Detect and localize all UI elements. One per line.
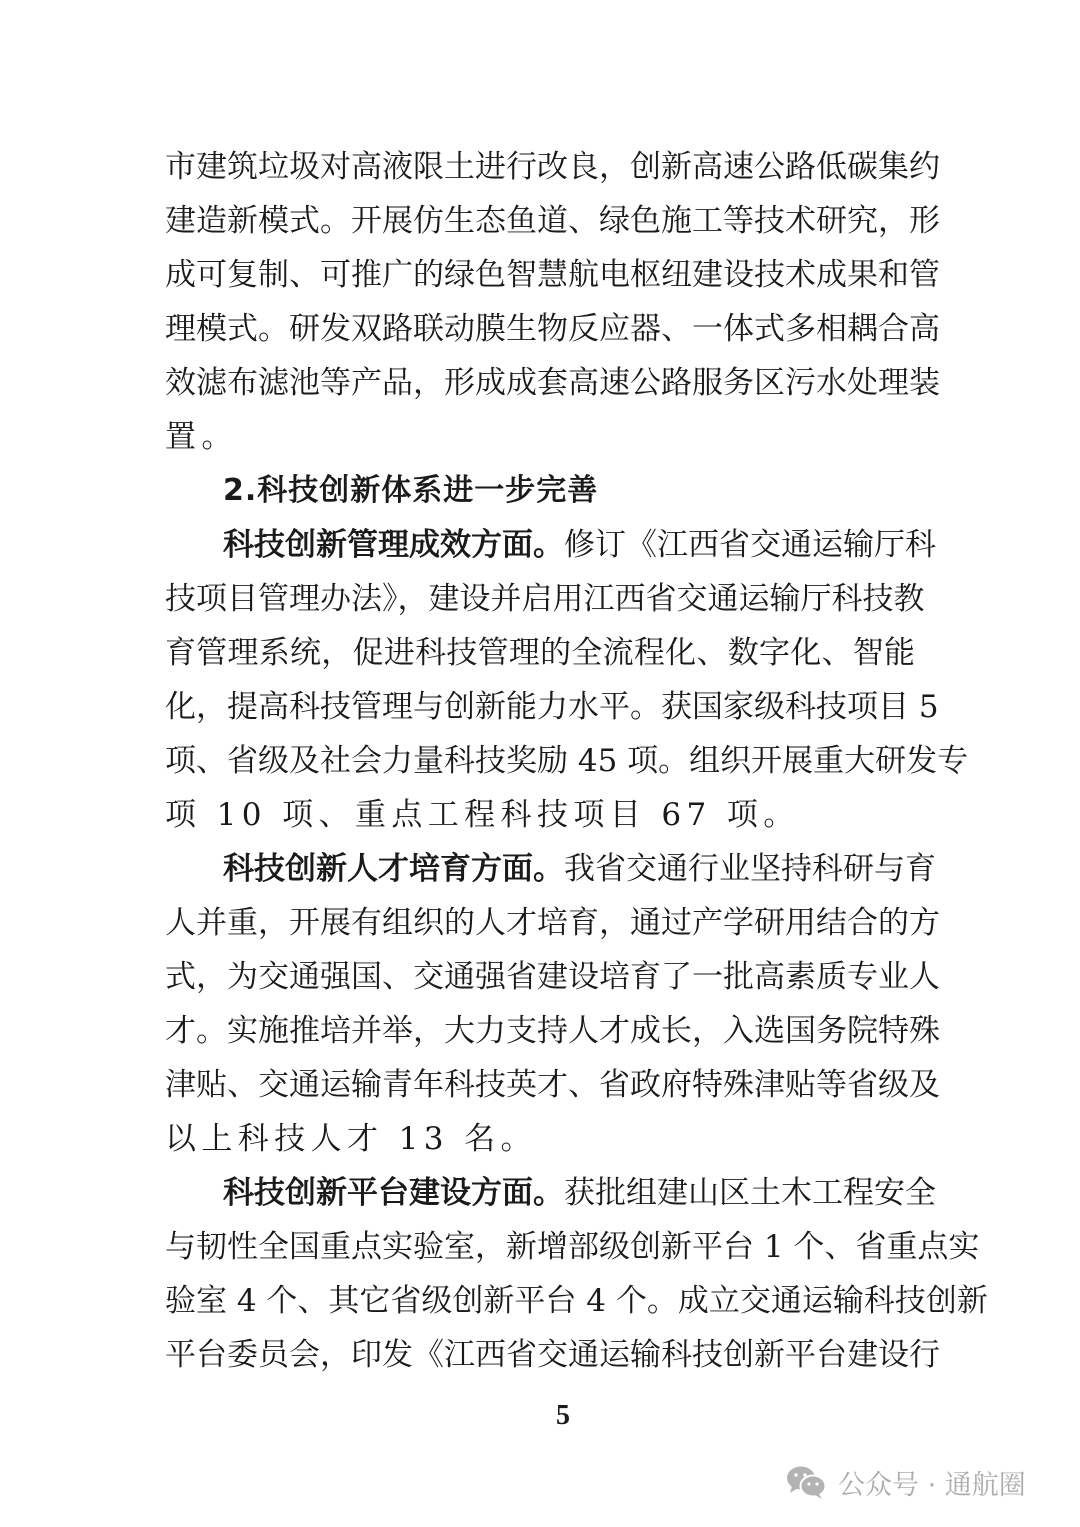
section-heading: 2.科技创新体系进一步完善 <box>223 473 599 508</box>
text-line <box>165 1166 936 1220</box>
paragraph-lead: 科技创新人才培育方面。 <box>223 851 564 887</box>
watermark <box>786 1462 1026 1502</box>
paragraph-continuation <box>165 140 940 464</box>
document-page-body <box>165 140 988 1382</box>
paragraph-lead: 科技创新平台建设方面。 <box>223 1175 564 1211</box>
text-line: 理模式。研发双路联动膜生物反应器、一体式多相耦合高 <box>165 311 940 347</box>
text-line <box>165 842 936 896</box>
watermark-text: 公众号 · 通航圈 <box>838 1469 1026 1501</box>
text-line: 效滤布滤池等产品，形成成套高速公路服务区污水处理装 <box>165 365 940 401</box>
text-line: 以上科技人才 13 名。 <box>165 1121 537 1157</box>
text-span: 获批组建山区土木工程安全 <box>564 1175 936 1211</box>
text-line: 成可复制、可推广的绿色智慧航电枢纽建设技术成果和管 <box>165 257 940 293</box>
text-line: 平台委员会，印发《江西省交通运输科技创新平台建设行 <box>165 1337 940 1373</box>
paragraph-talent <box>165 842 940 1166</box>
text-line: 验室 4 个、其它省级创新平台 4 个。成立交通运输科技创新 <box>165 1283 988 1319</box>
text-line: 化，提高科技管理与创新能力水平。获国家级科技项目 5 <box>165 689 939 725</box>
text-span: 我省交通行业坚持科研与育 <box>564 851 936 887</box>
page-number: 5 <box>556 1400 570 1431</box>
wechat-icon <box>786 1465 828 1499</box>
text-line: 津贴、交通运输青年科技英才、省政府特殊津贴等省级及 <box>165 1067 940 1103</box>
text-line: 项、省级及社会力量科技奖励 45 项。组织开展重大研发专 <box>165 743 969 779</box>
paragraph-platform <box>165 1166 988 1382</box>
text-line: 才。实施推培并举，大力支持人才成长，入选国务院特殊 <box>165 1013 940 1049</box>
text-line: 与韧性全国重点实验室，新增部级创新平台 1 个、省重点实 <box>165 1229 980 1265</box>
paragraph-management <box>165 518 969 842</box>
text-span: 修订《江西省交通运输厅科 <box>564 527 936 563</box>
text-line: 人并重，开展有组织的人才培育，通过产学研用结合的方 <box>165 905 940 941</box>
text-line <box>165 518 936 572</box>
text-line: 市建筑垃圾对高液限土进行改良，创新高速公路低碳集约 <box>165 149 940 185</box>
text-line: 项 10 项、重点工程科技项目 67 项。 <box>165 797 800 833</box>
text-line: 置。 <box>165 419 238 455</box>
text-line: 技项目管理办法》，建设并启用江西省交通运输厅科技教 <box>165 581 925 617</box>
text-line: 式，为交通强国、交通强省建设培育了一批高素质专业人 <box>165 959 940 995</box>
text-line: 育管理系统，促进科技管理的全流程化、数字化、智能 <box>165 635 915 671</box>
paragraph-lead: 科技创新管理成效方面。 <box>223 527 564 563</box>
text-line: 建造新模式。开展仿生态鱼道、绿色施工等技术研究，形 <box>165 203 940 239</box>
